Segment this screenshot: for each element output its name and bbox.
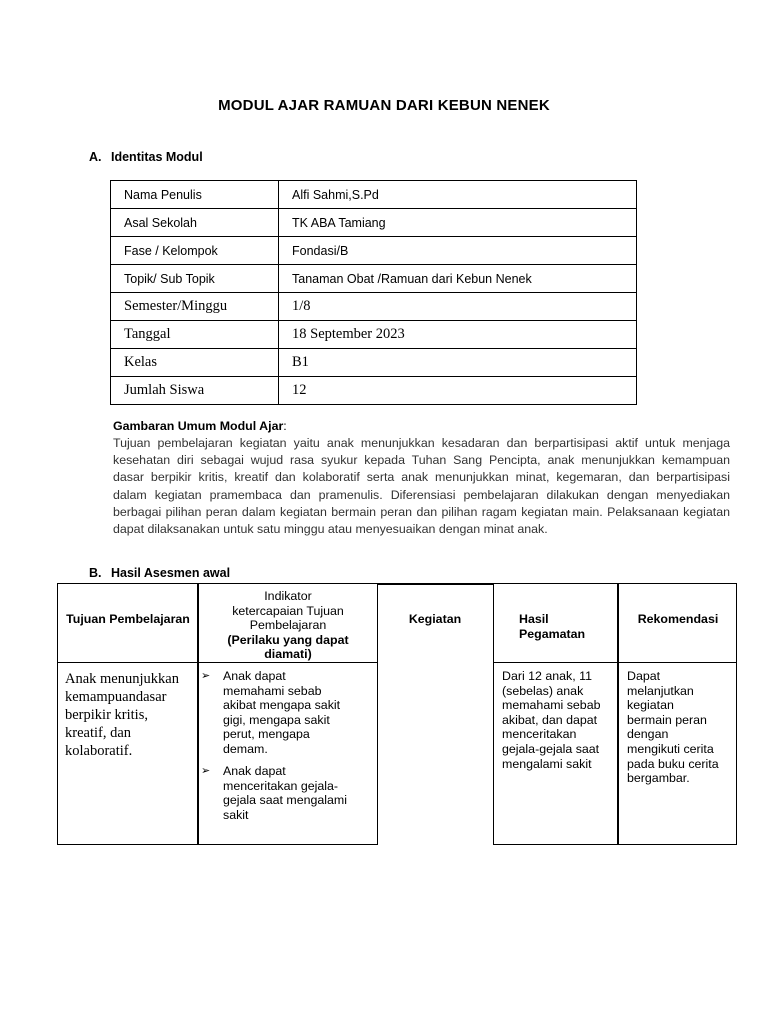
- hasil-line: memahami sebab: [502, 698, 601, 713]
- indikator-item: [223, 669, 373, 757]
- overview-section: [113, 419, 730, 538]
- header-tujuan: Tujuan Pembelajaran: [66, 612, 190, 626]
- overview-line: kesehatan diri sebagai wujud rasa syukur kepada Tuhan Sang Pencipta, anak menunjukkan kemampuan: [113, 453, 730, 468]
- header-indikator-line: (Perilaku yang dapat: [227, 632, 349, 647]
- header-rekomendasi: Rekomendasi: [637, 612, 719, 626]
- header-hasil: [519, 612, 619, 641]
- section-b-label: Hasil Asesmen awal: [111, 566, 231, 580]
- section-a-label: Identitas Modul: [111, 150, 203, 164]
- identity-row: [111, 181, 637, 209]
- indikator-line: gigi, mengapa sakit: [223, 712, 330, 727]
- identity-row: [111, 349, 637, 377]
- tujuan-cell: [65, 670, 195, 760]
- identity-label: Nama Penulis: [111, 181, 279, 209]
- identity-row: [111, 209, 637, 237]
- identity-label: Asal Sekolah: [111, 209, 279, 237]
- arrowhead-bullet-icon: ➢: [201, 765, 211, 777]
- hasil-line: akibat, dan dapat: [502, 712, 598, 727]
- overview-line: dasar berpikir kritis, kreatif dan kolaboratif serta anak menunjukkan minat, kegemaran, dan berpartisipasi: [113, 470, 730, 485]
- identity-row: [111, 321, 637, 349]
- tujuan-line: kemampuandasar: [65, 689, 167, 705]
- tujuan-line: kolaboratif.: [65, 743, 133, 759]
- hasil-line: (sebelas) anak: [502, 683, 584, 698]
- indikator-line: demam.: [223, 741, 268, 756]
- identity-row: [111, 293, 637, 321]
- overview-heading-colon: :: [283, 419, 287, 433]
- header-hasil-line: Pegamatan: [519, 626, 586, 641]
- rekomendasi-line: dengan: [627, 727, 669, 742]
- rekomendasi-line: mengikuti cerita: [627, 741, 714, 756]
- identity-value: Fondasi/B: [279, 237, 637, 265]
- overview-heading: Gambaran Umum Modul Ajar: [113, 419, 284, 433]
- identity-value: TK ABA Tamiang: [279, 209, 637, 237]
- identity-label: Fase / Kelompok: [111, 237, 279, 265]
- identity-label: Tanggal: [111, 321, 279, 349]
- identity-row: [111, 265, 637, 293]
- hasil-line: gejala-gejala saat: [502, 741, 600, 756]
- hasil-line: Dari 12 anak, 11: [502, 669, 593, 683]
- hasil-line: menceritakan: [502, 727, 577, 742]
- indikator-line: memahami sebab: [223, 683, 322, 698]
- section-b-heading: [89, 566, 230, 580]
- kegiatan-top-border: [377, 583, 494, 585]
- identity-value: B1: [279, 349, 637, 377]
- section-a-heading: [89, 150, 203, 164]
- indikator-line: Anak dapat: [223, 669, 286, 683]
- overview-heading-line: [113, 419, 730, 433]
- identity-value: 12: [279, 377, 637, 405]
- identity-row: [111, 237, 637, 265]
- identity-label: Topik/ Sub Topik: [111, 265, 279, 293]
- overview-line: dalam kegiatan pramembaca dan pramenulis. Diferensiasi pembelajaran dilakukan dengan menyediakan: [113, 487, 730, 502]
- identity-value: 1/8: [279, 293, 637, 321]
- section-b-number: B.: [89, 566, 102, 580]
- header-indikator-line: Pembelajaran: [249, 618, 327, 633]
- header-kegiatan: Kegiatan: [408, 612, 462, 626]
- identity-row: [111, 377, 637, 405]
- document-title: MODUL AJAR RAMUAN DARI KEBUN NENEK: [218, 97, 550, 114]
- indikator-line: sakit: [223, 807, 249, 822]
- tujuan-line: berpikir kritis,: [65, 707, 148, 723]
- rekomendasi-line: melanjutkan: [627, 683, 694, 698]
- tujuan-line: Anak menunjukkan: [65, 671, 179, 687]
- identity-value: Tanaman Obat /Ramuan dari Kebun Nenek: [279, 265, 637, 293]
- overview-line: berbagai pilihan peran dalam kegiatan bermain peran dan pilihan ragam kegiatan main. Pelaksanaan kegiatan: [113, 504, 730, 519]
- indikator-line: menceritakan gejala-: [223, 778, 339, 793]
- header-indikator: [199, 589, 377, 662]
- indikator-item: [223, 764, 373, 822]
- overview-line: dapat dilaksanakan untuk satu minggu atau menyesuaikan dengan minat anak.: [113, 522, 548, 537]
- identity-label: Kelas: [111, 349, 279, 377]
- header-indikator-line: diamati): [264, 647, 312, 662]
- indikator-line: akibat mengapa sakit: [223, 698, 341, 713]
- tujuan-line: kreatif, dan: [65, 725, 132, 741]
- header-hasil-line: Hasil: [519, 612, 549, 626]
- rekomendasi-line: Dapat: [627, 669, 661, 683]
- indikator-line: Anak dapat: [223, 764, 286, 778]
- identity-value: 18 September 2023: [279, 321, 637, 349]
- header-indikator-line: Indikator: [264, 589, 312, 603]
- hasil-line: mengalami sakit: [502, 756, 592, 771]
- rekomendasi-line: kegiatan: [627, 698, 674, 713]
- indikator-line: perut, mengapa: [223, 727, 310, 742]
- rekomendasi-cell: [627, 669, 733, 786]
- overview-paragraph: [113, 435, 730, 538]
- identity-label: Jumlah Siswa: [111, 377, 279, 405]
- section-a-number: A.: [89, 150, 102, 164]
- rekomendasi-line: pada buku cerita: [627, 756, 719, 771]
- rekomendasi-line: bergambar.: [627, 771, 690, 786]
- rekomendasi-line: bermain peran: [627, 712, 707, 727]
- overview-line: Tujuan pembelajaran kegiatan yaitu anak menunjukkan kesadaran dan berpartisipasi aktif untuk menjaga: [113, 436, 730, 450]
- hasil-cell: [502, 669, 614, 771]
- indikator-line: gejala saat mengalami: [223, 793, 347, 808]
- header-indikator-line: ketercapaian Tujuan: [232, 603, 344, 618]
- identity-label: Semester/Minggu: [111, 293, 279, 321]
- identity-value: Alfi Sahmi,S.Pd: [279, 181, 637, 209]
- arrowhead-bullet-icon: ➢: [201, 670, 211, 682]
- identity-table: [110, 180, 637, 405]
